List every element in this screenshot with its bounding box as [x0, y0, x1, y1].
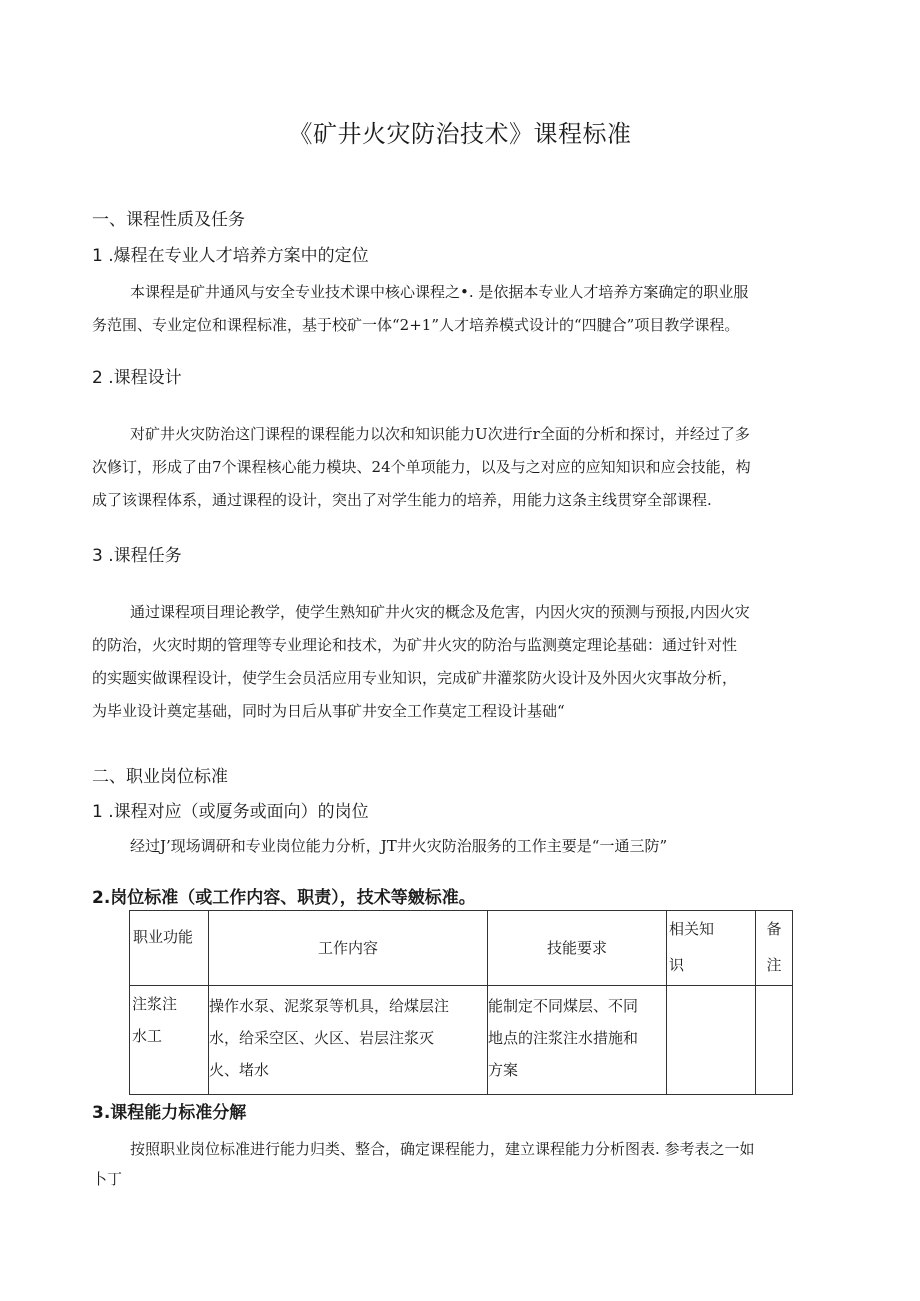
cell-skill-requirements: [488, 986, 667, 1095]
header-text: 相关知: [669, 920, 715, 938]
cell-related-knowledge: [667, 986, 756, 1095]
paragraph-line: 对矿井火灾防治这门课程的课程能力以次和知识能力U次进行r全面的分析和探讨，并经过了多: [130, 425, 750, 443]
paragraph-line: 卜丁: [92, 1170, 123, 1188]
paragraph-line: 次修订，形成了由7个课程核心能力模块、24个单项能力，以及与之对应的应知知识和应会技能，构: [92, 458, 751, 476]
cell-text: 能制定不同煤层、不同: [488, 997, 639, 1015]
document-title: 《矿井火灾防治技术》课程标准: [288, 120, 632, 148]
paragraph-positioning: [92, 276, 824, 342]
header-text: 职业功能: [133, 928, 194, 946]
cell-text: 火、堵水: [209, 1061, 270, 1079]
header-text: 识: [669, 956, 685, 974]
cell-text: 操作水泵、泥浆泵等机具，给煤层注: [209, 997, 450, 1015]
section-heading-nature: 一、课程性质及任务: [92, 210, 245, 230]
header-cell-notes: [756, 911, 793, 986]
subheading-positioning: 1 .爆程在专业人才培养方案中的定位: [92, 246, 369, 266]
header-text: 工作内容: [317, 939, 378, 957]
header-cell-related-knowledge: [667, 911, 756, 986]
cell-text: 水工: [132, 1027, 163, 1045]
header-text: 备: [766, 920, 782, 938]
cell-text: 方案: [488, 1061, 519, 1079]
subheading-post-standards: 2.岗位标准（或工作内容、职责），技术等皴标准。: [92, 888, 476, 908]
cell-notes: [756, 986, 793, 1095]
table-row: [130, 986, 793, 1095]
subheading-tasks: 3 .课程任务: [92, 546, 182, 566]
job-standards-table: [129, 910, 793, 1095]
header-cell-skill-requirements: [488, 911, 667, 986]
header-cell-work-content: [209, 911, 488, 986]
cell-function: [130, 986, 209, 1095]
paragraph-capability-breakdown: [92, 1133, 824, 1192]
paragraph-line: 成了该课程体系，通过课程的设计，突出了对学生能力的培养，用能力这条主线贯穿全部课程.: [92, 491, 712, 509]
table-header-row: [130, 911, 793, 986]
cell-work-content: [209, 986, 488, 1095]
cell-text: 水，给采空区、火区、岩层注浆灭: [209, 1029, 435, 1047]
cell-text-block: [209, 986, 487, 1086]
paragraph-line: 本课程是矿井通风与安全专业技术课中核心课程之•. 是依据本专业人才培养方案确定的职业服: [130, 283, 749, 301]
cell-text-block: [130, 986, 208, 1052]
section-heading-job-standards: 二、职业岗位标准: [92, 767, 228, 787]
paragraph-line: 的防治，火灾时期的管理等专业理论和技术，为矿井火灾的防治与监测奠定理论基础：通过针对性: [92, 636, 738, 654]
paragraph-design: [92, 418, 824, 517]
header-text-block: [667, 911, 755, 983]
cell-text: 地点的注浆注水措施和: [488, 1029, 639, 1047]
paragraph-line: 通过课程项目理论教学，使学生熟知矿井火灾的概念及危害，内因火灾的预测与预报,内因火灾: [130, 603, 750, 621]
paragraph-line: 务范围、专业定位和课程标准，基于校矿一体“2+1”人才培养模式设计的“四腱合”项目教学课程。: [92, 316, 740, 334]
paragraph-line: 为毕业设计奠定基础，同时为日后从事矿井安全工作莫定工程设计基础“: [92, 702, 565, 720]
header-text: 注: [766, 956, 782, 974]
paragraph-line: 的实题实做课程设计，使学生会员活应用专业知识，完成矿井灌浆防火设计及外因火灾事故分析，: [92, 669, 738, 687]
subheading-design: 2 .课程设计: [92, 368, 182, 388]
header-text: 技能要求: [546, 939, 607, 957]
header-text-block: [756, 911, 792, 983]
subheading-capability-breakdown: 3.课程能力标准分解: [92, 1103, 247, 1123]
header-cell-function: [130, 911, 209, 986]
paragraph-line: 经过J’现场调研和专业岗位能力分析，JT井火灾防治服务的工作主要是“一通三防”: [130, 837, 668, 855]
subheading-corresponding-posts: 1 .课程对应（或厦务或面向）的岗位: [92, 802, 369, 822]
paragraph-posts: [92, 830, 824, 863]
cell-text-block: [488, 986, 666, 1086]
paragraph-tasks: [92, 596, 824, 728]
cell-text: 注浆注: [132, 995, 178, 1013]
paragraph-line: 按照职业岗位标准进行能力归类、整合，确定课程能力，建立课程能力分析图表. 参考表之一如: [130, 1140, 755, 1158]
